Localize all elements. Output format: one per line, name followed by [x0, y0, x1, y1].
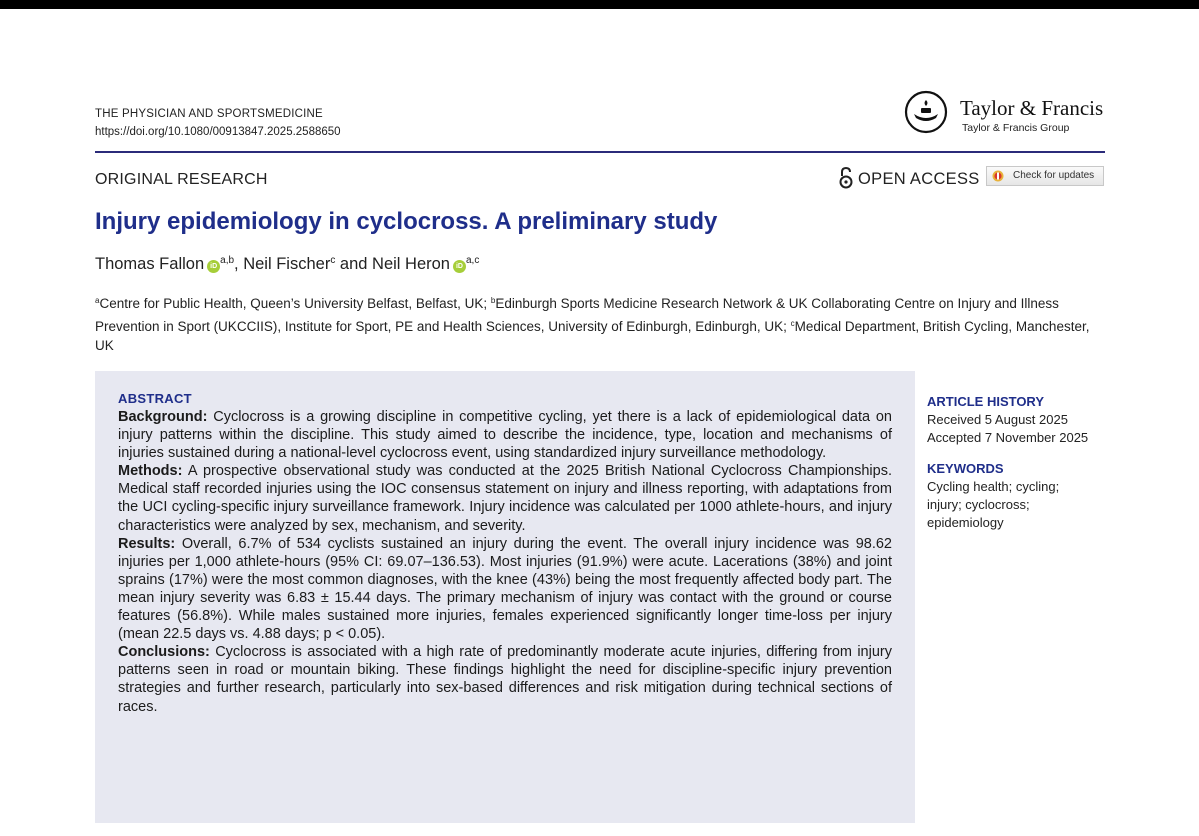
author-name: Neil Heron — [372, 255, 450, 273]
abstract-methods — [118, 462, 892, 534]
author-affiliation-mark: a,b — [220, 255, 235, 266]
abstract-heading: ABSTRACT — [118, 391, 192, 406]
doi-link[interactable]: https://doi.org/10.1080/00913847.2025.2588650 — [95, 126, 341, 138]
orcid-icon[interactable]: iD — [453, 260, 466, 273]
check-updates-button[interactable] — [986, 166, 1104, 186]
open-access-label: OPEN ACCESS — [858, 170, 980, 188]
author-name: Thomas Fallon — [95, 255, 205, 273]
accepted-date: Accepted 7 November 2025 — [927, 430, 1089, 445]
abstract-section-label: Conclusions: — [118, 644, 210, 661]
abstract-section-label: Background: — [118, 409, 208, 425]
crossmark-icon — [992, 170, 1004, 182]
article-history-heading: ARTICLE HISTORY — [927, 394, 1045, 409]
keywords-list: Cycling health; cycling; injury; cyclocross; epidemiology — [927, 479, 1060, 530]
affiliation-mark: a — [95, 296, 100, 305]
abstract-section-label: Results: — [118, 535, 176, 552]
abstract-section-text: Cyclocross is associated with a high rate of predominantly moderate acute injuries, differing from injury patterns seen in road or mountain biking. These findings highlight the need for discipline-specific injury prevention strategies and further research, particularly into sex-based differences and risk mitigation during technical sections of races. — [118, 644, 892, 715]
affiliation-text: Centre for Public Health, Queen’s University Belfast, Belfast, UK; — [99, 296, 491, 311]
publisher-group: Taylor & Francis Group — [962, 122, 1070, 134]
affiliation-text: Medical Department, British Cycling, Manchester, UK — [95, 318, 1090, 353]
abstract-section-text: Cyclocross is a growing discipline in competitive cycling, yet there is a lack of epidemiological data on injury patterns within the discipline. This study aimed to describe the incidence, type, location and mechanisms of injuries sustained during a national-level cyclocross event, using standardized injury surveillance methodology. — [118, 409, 892, 462]
abstract-results — [118, 535, 892, 644]
author-affiliation-mark: c — [330, 255, 336, 266]
top-black-bar — [0, 0, 1199, 9]
abstract-body — [118, 408, 892, 716]
received-date: Received 5 August 2025 — [927, 412, 1068, 427]
orcid-icon[interactable]: iD — [207, 260, 220, 273]
abstract-section-text: A prospective observational study was conducted at the 2025 British National Cyclocross Championships. Medical staff recorded injuries using the IOC consensus statement on injury and illness reporting, with adaptations from the UCI cycling-specific injury surveillance framework. Injury incidence was calculated per 1000 athlete-hours, and injury characteristics were analyzed by sex, mechanism, and severity. — [118, 463, 892, 534]
abstract-conclusions — [118, 643, 892, 715]
publisher-name: Taylor & Francis — [960, 96, 1104, 120]
abstract-section-text: Overall, 6.7% of 534 cyclists sustained an injury during the event. The overall injury incidence was 98.62 injuries per 1,000 athlete-hours (95% CI: 69.07–136.53). Most injuries (91.9%) were acute. Lacerations (38%) and joint sprains (17%) were the most common diagnoses, with the knee (43%) being the most frequently affected body part. The mean injury severity was 6.83 ± 15.44 days. The primary mechanism of injury was contact with the ground or course features (56.8%). While males sustained more injuries, females experienced significantly longer time-loss per injury (mean 22.5 days vs. 4.88 days; p < 0.05). — [118, 535, 892, 643]
author-name: Neil Fischer — [243, 255, 331, 273]
affiliation-text: Edinburgh Sports Medicine Research Network & UK Collaborating Centre on Injury and Illness Prevention in Sport (UKCCIIS), Institute for Sport, PE and Health Sciences, University of Edinburgh, Edinburgh, UK; — [95, 296, 1059, 334]
affiliation-mark: c — [790, 318, 795, 328]
open-access-icon — [838, 166, 854, 190]
publisher-logo-icon — [904, 90, 948, 134]
article-type: ORIGINAL RESEARCH — [95, 171, 268, 188]
author-list — [95, 255, 479, 274]
abstract-background — [118, 408, 892, 462]
abstract-section-label: Methods: — [118, 463, 183, 480]
affiliation-mark: b — [490, 296, 496, 305]
check-updates-label: Check for updates — [1013, 170, 1095, 181]
affiliations — [95, 291, 1105, 356]
keywords-heading: KEYWORDS — [927, 461, 1004, 476]
author-separator: and — [335, 255, 373, 273]
article-title: Injury epidemiology in cyclocross. A preliminary study — [95, 208, 718, 235]
header-rule — [95, 151, 1105, 153]
author-affiliation-mark: a,c — [465, 255, 480, 266]
author-separator: , — [234, 255, 244, 273]
journal-name: THE PHYSICIAN AND SPORTSMEDICINE — [95, 108, 323, 120]
